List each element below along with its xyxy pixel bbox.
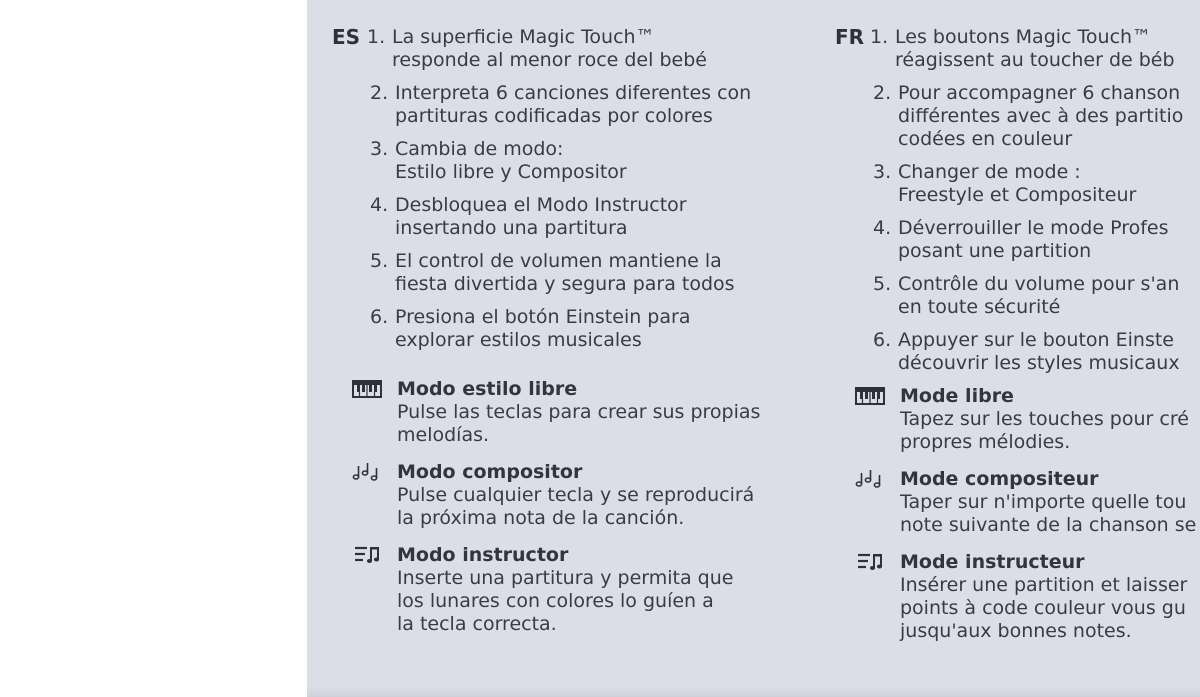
list-item — [835, 82, 1200, 151]
item-number: 1. — [870, 26, 889, 48]
french-column — [835, 26, 1200, 643]
item-number: 2. — [873, 82, 892, 104]
item-text: Les boutons Magic Touch™ réagissent au toucher de béb — [895, 26, 1175, 71]
mode-title: Mode compositeur — [900, 468, 1099, 490]
music-notes-icon — [351, 462, 383, 482]
list-item — [835, 217, 1200, 263]
mode-description: Insérer une partition et laisser points à code couleur vous gu jusqu'aux bonnes notes. — [900, 574, 1188, 642]
item-number: 4. — [370, 194, 389, 216]
item-text: Appuyer sur le bouton Einste découvrir les styles musicaux — [898, 329, 1180, 374]
list-item — [835, 161, 1200, 207]
mode-description: Taper sur n'importe quelle tou note suivante de la chanson se — [900, 491, 1197, 536]
mode-description: Pulse las teclas para crear sus propias melodías. — [397, 401, 761, 446]
french-feature-list — [835, 26, 1200, 375]
mode-description: Pulse cualquier tecla y se reproducirá la próxima nota de la canción. — [397, 484, 755, 529]
item-number: 5. — [873, 273, 892, 295]
item-text: Contrôle du volume pour s'an en toute sécurité — [898, 273, 1180, 318]
item-text: Desbloquea el Modo Instructor insertando una partitura — [395, 194, 687, 239]
mode-instructor — [332, 544, 802, 636]
spanish-modes — [332, 378, 802, 636]
item-number: 5. — [370, 250, 389, 272]
music-notes-icon — [854, 469, 886, 489]
mode-description: Inserte una partitura y permita que los lunares con colores lo guíen a la tecla correcta. — [397, 567, 734, 635]
sheet-music-icon — [351, 545, 383, 565]
item-number: 6. — [370, 306, 389, 328]
list-item — [835, 329, 1200, 375]
mode-title: Modo estilo libre — [397, 378, 578, 400]
piano-keys-icon — [854, 386, 886, 406]
item-number: 4. — [873, 217, 892, 239]
instruction-panel — [307, 0, 1200, 697]
mode-description: Tapez sur les touches pour cré propres mélodies. — [900, 408, 1189, 453]
item-text: La superficie Magic Touch™ responde al menor roce del bebé — [392, 26, 707, 71]
list-item — [332, 194, 802, 240]
panel-bottom-edge — [307, 687, 1200, 697]
mode-composer — [835, 468, 1200, 537]
sheet-music-icon — [854, 552, 886, 572]
item-text: El control de volumen mantiene la fiesta divertida y segura para todos — [395, 250, 735, 295]
mode-title: Modo compositor — [397, 461, 583, 483]
item-number: 3. — [370, 138, 389, 160]
mode-title: Mode libre — [900, 385, 1014, 407]
french-modes — [835, 385, 1200, 643]
item-number: 6. — [873, 329, 892, 351]
item-number: 2. — [370, 82, 389, 104]
mode-title: Mode instructeur — [900, 551, 1085, 573]
language-code: ES — [332, 25, 361, 49]
item-text: Cambia de modo: Estilo libre y Compositor — [395, 138, 627, 183]
item-number: 3. — [873, 161, 892, 183]
item-text: Presiona el botón Einstein para explorar estilos musicales — [395, 306, 691, 351]
list-item — [332, 306, 802, 352]
item-text: Changer de mode : Freestyle et Compositeur — [898, 161, 1137, 206]
list-item — [332, 26, 802, 72]
item-text: Déverrouiller le mode Profes posant une partition — [898, 217, 1169, 262]
mode-composer — [332, 461, 802, 530]
piano-keys-icon — [351, 379, 383, 399]
item-text: Interpreta 6 canciones diferentes con partituras codificadas por colores — [395, 82, 752, 127]
mode-freestyle — [332, 378, 802, 447]
mode-instructor — [835, 551, 1200, 643]
list-item — [332, 138, 802, 184]
item-text: Pour accompagner 6 chanson différentes avec à des partitio codées en couleur — [898, 82, 1184, 150]
list-item — [332, 250, 802, 296]
list-item — [835, 26, 1200, 72]
list-item — [835, 273, 1200, 319]
spanish-feature-list — [332, 26, 802, 352]
mode-title: Modo instructor — [397, 544, 569, 566]
language-code: FR — [835, 25, 865, 49]
mode-freestyle — [835, 385, 1200, 454]
item-number: 1. — [367, 26, 386, 48]
list-item — [332, 82, 802, 128]
spanish-column — [332, 26, 802, 636]
